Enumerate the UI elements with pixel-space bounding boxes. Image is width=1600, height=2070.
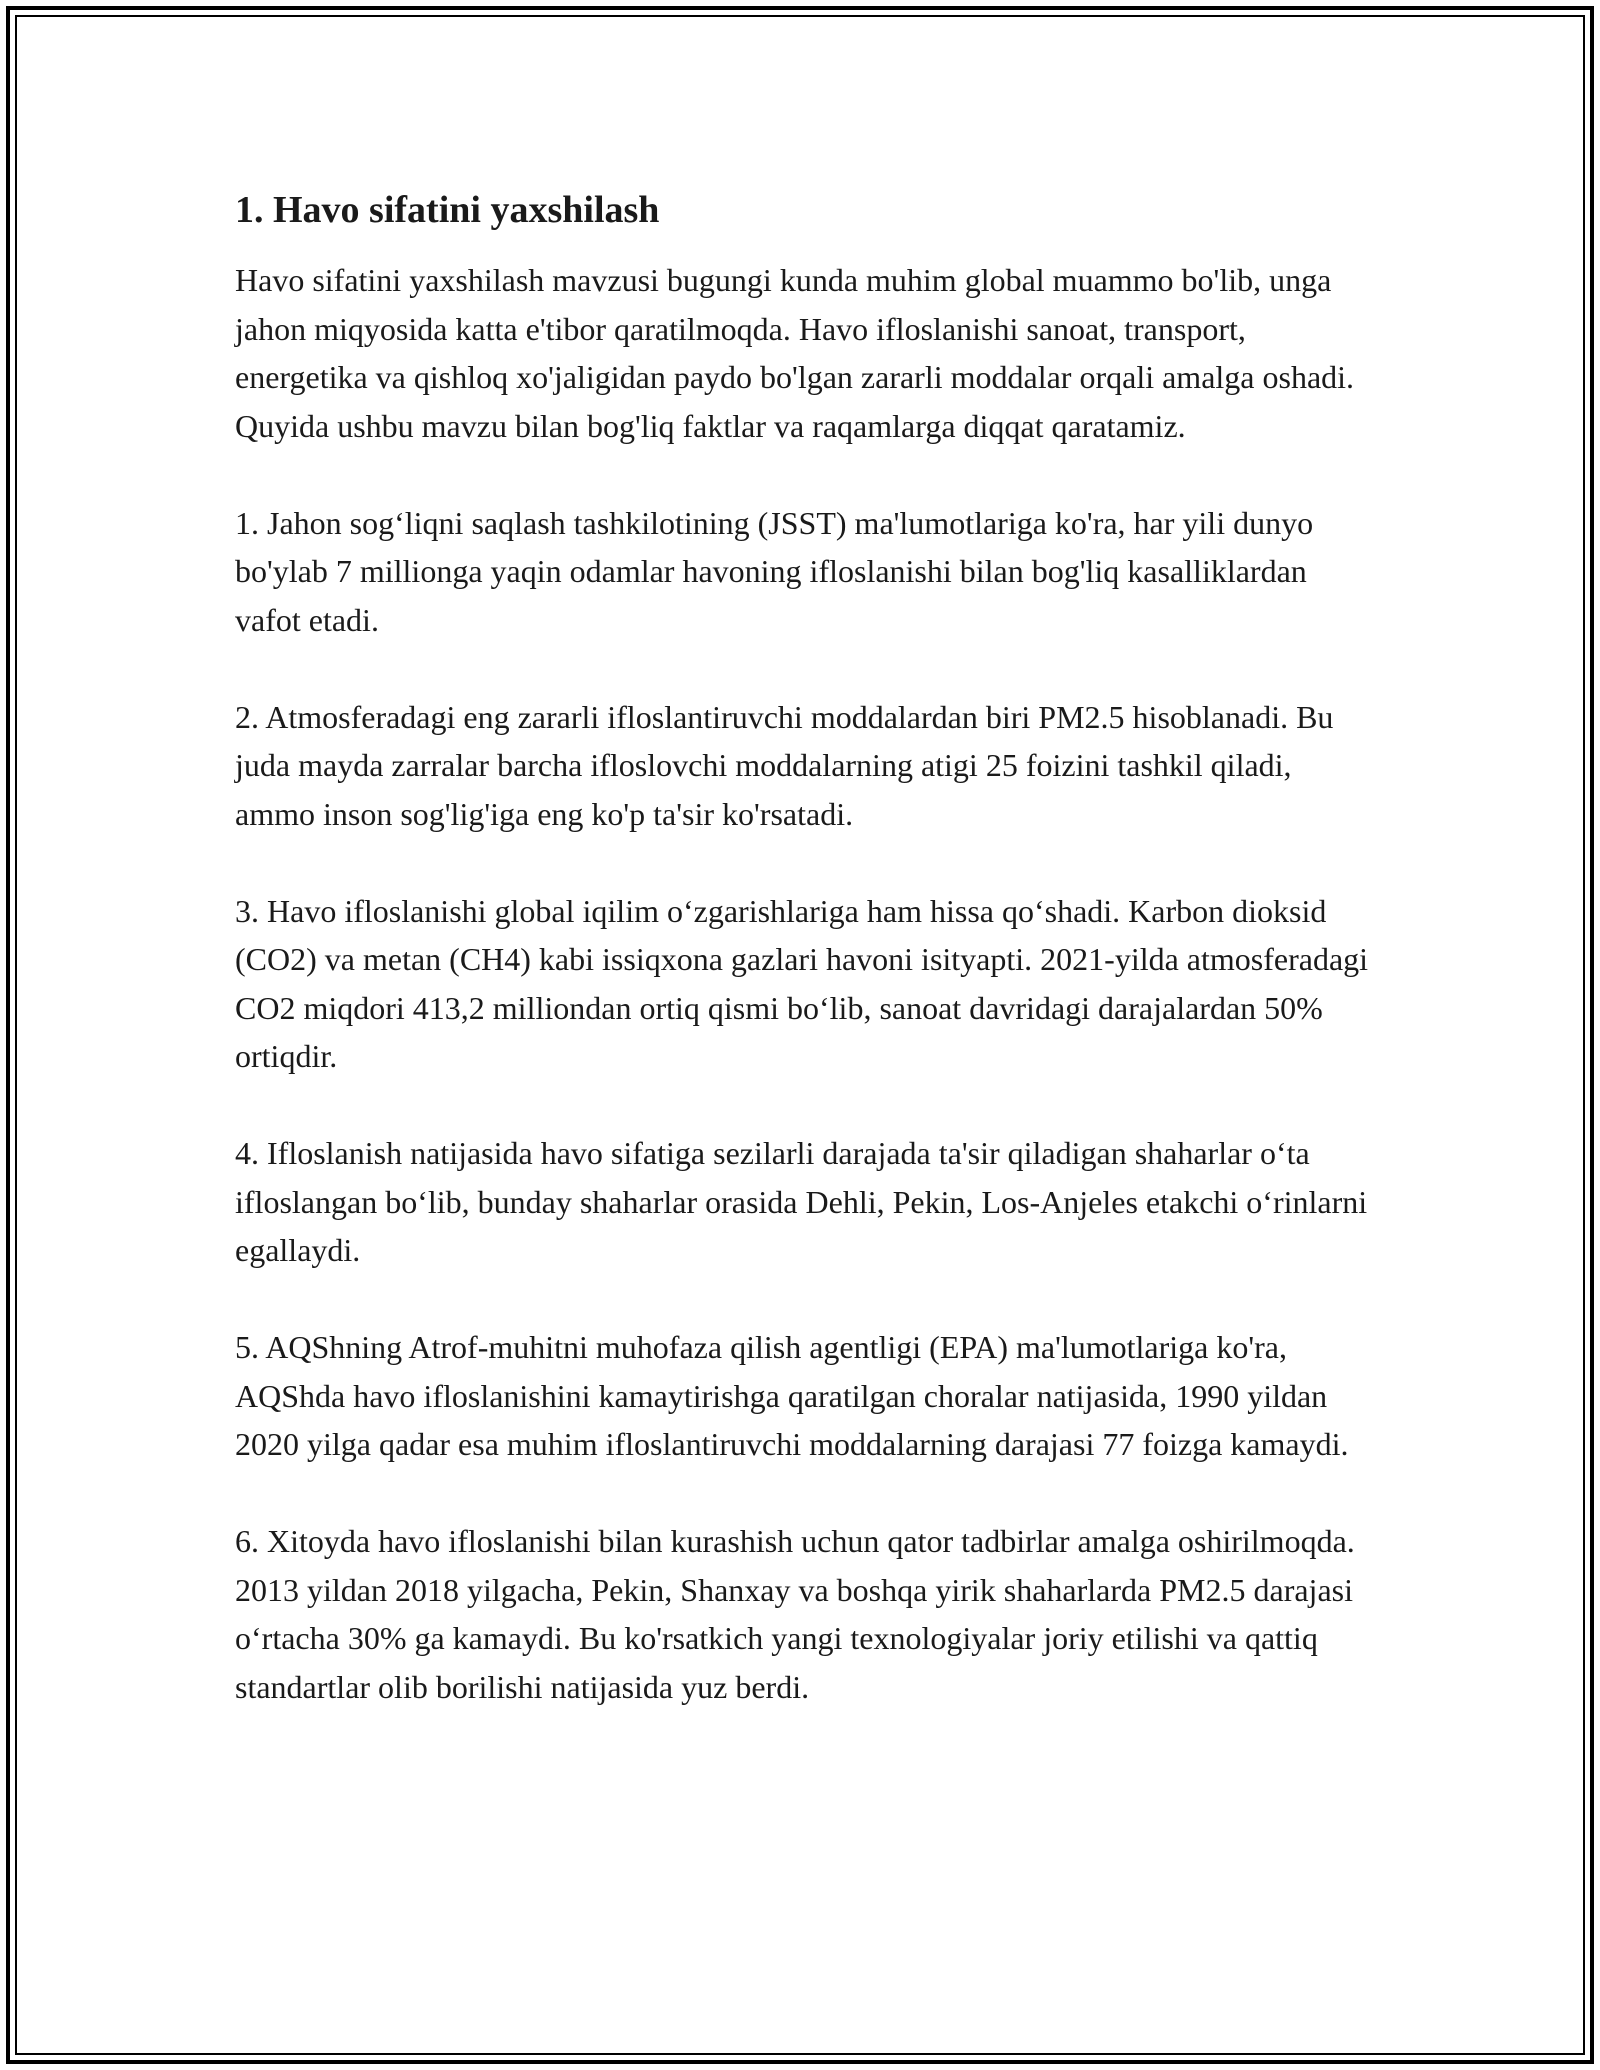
fact-paragraph-3: 3. Havo ifloslanishi global iqilim o‘zgarishlariga ham hissa qo‘shadi. Karbon dioksid (CO2) va metan (CH4) kabi issiqxona gazlari havoni isityapti. 2021-yilda atmosferadagi CO2 miqdori 413,2 milliondan ortiq qismi bo‘lib, sanoat davridagi darajalardan 50% ortiqdir.: [235, 892, 1369, 1074]
document-body: [235, 186, 1375, 1760]
fact-paragraph-5: 5. AQShning Atrof-muhitni muhofaza qilish agentligi (EPA) ma'lumotlariga ko'ra, AQShda havo ifloslanishini kamaytirishga qaratilgan choralar natijasida, 1990 yildan 2020 yilga qadar esa muhim ifloslantiruvchi moddalarning darajasi 77 foizga kamaydi.: [235, 1329, 1349, 1462]
fact-paragraph-1: 1. Jahon sog‘liqni saqlash tashkilotining (JSST) ma'lumotlariga ko'ra, har yili dunyo bo'ylab 7 millionga yaqin odamlar havoning ifloslanishi bilan bog'liq kasalliklardan vafot etadi.: [235, 504, 1314, 638]
document-title: 1. Havo sifatini yaxshilash: [235, 189, 660, 231]
fact-paragraph-4: 4. Ifloslanish natijasida havo sifatiga sezilarli darajada ta'sir qiladigan shaharlar o‘ta ifloslangan bo‘lib, bunday shaharlar orasida Dehli, Pekin, Los-Anjeles etakchi o‘rinlarni egallaydi.: [235, 1135, 1368, 1268]
fact-paragraph-6: 6. Xitoyda havo ifloslanishi bilan kurashish uchun qator tadbirlar amalga oshirilmoqda. 2013 yildan 2018 yilgacha, Pekin, Shanxay va boshqa yirik shaharlarda PM2.5 darajasi o‘rtacha 30% ga kamaydi. Bu ko'rsatkich yangi texnologiyalar joriy etilishi va qattiq standartlar olib borilishi natijasida yuz berdi.: [235, 1523, 1355, 1705]
intro-paragraph: Havo sifatini yaxshilash mavzusi bugungi kunda muhim global muammo bo'lib, unga jahon miqyosida katta e'tibor qaratilmoqda. Havo ifloslanishi sanoat, transport, energetika va qishloq xo'jaligidan paydo bo'lgan zararli moddalar orqali amalga oshadi. Quyida ushbu mavzu bilan bog'liq faktlar va raqamlarga diqqat qaratamiz.: [235, 262, 1355, 444]
fact-paragraph-2: 2. Atmosferadagi eng zararli ifloslantiruvchi moddalardan biri PM2.5 hisoblanadi. Bu juda mayda zarralar barcha ifloslovchi moddalarning atigi 25 foizini tashkil qiladi, ammo inson sog'lig'iga eng ko'p ta'sir ko'rsatadi.: [235, 698, 1334, 832]
